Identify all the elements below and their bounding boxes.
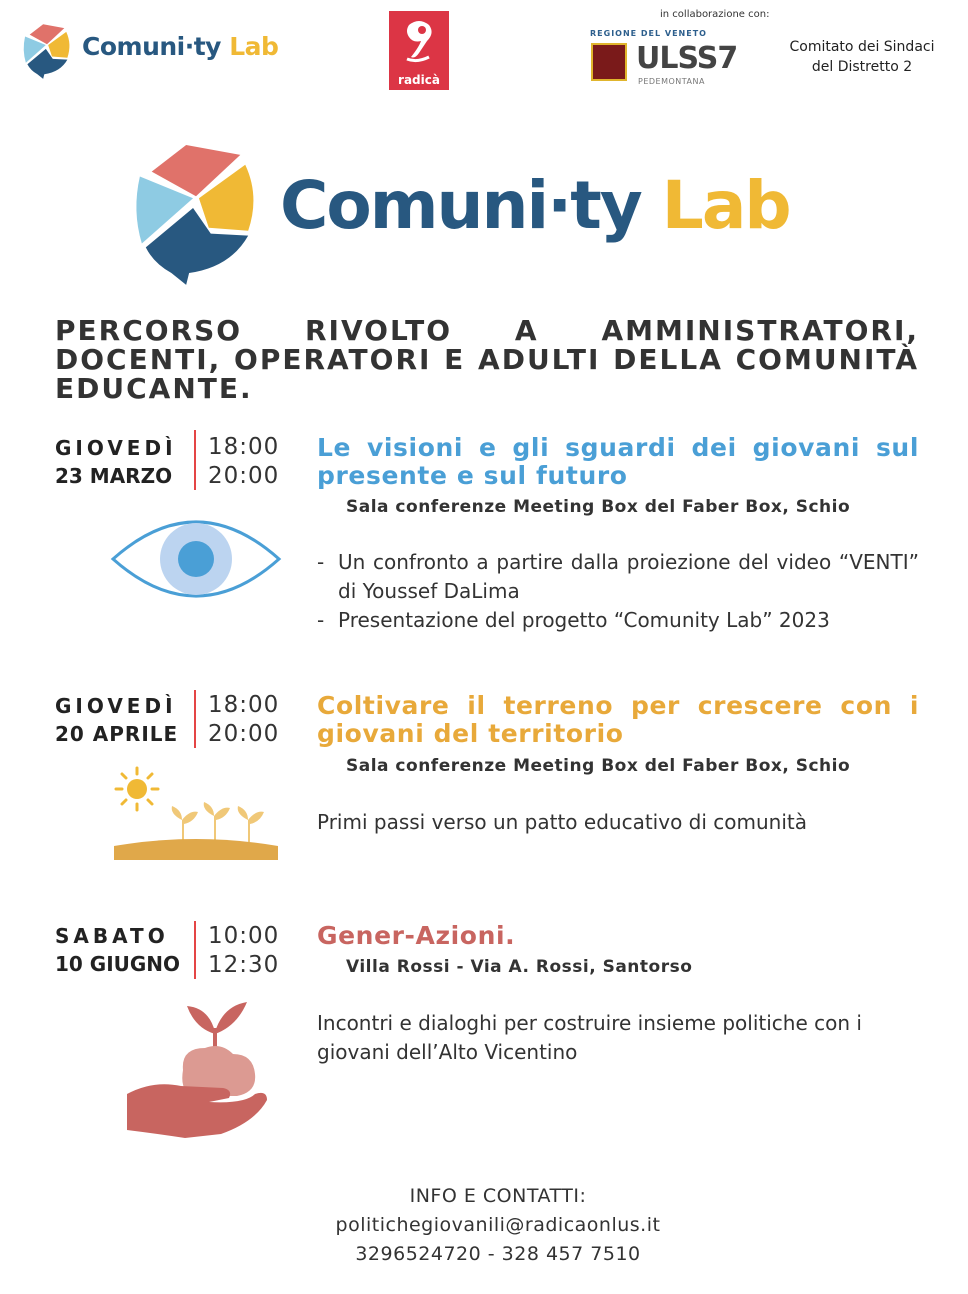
eye-icon (110, 515, 282, 603)
event-2-venue: Sala conferenze Meeting Box del Faber Box, Schio (346, 756, 851, 776)
radica-logo: radicà (389, 11, 449, 90)
event-1-divider (194, 430, 196, 490)
hero-brand (132, 137, 832, 287)
event-3-description: Incontri e dialoghi per costruire insieme politiche con i giovani dell’Alto Vicentino (317, 1011, 862, 1064)
veneto-lion-icon (591, 43, 627, 81)
contacts-email[interactable]: politichegiovanili@radicaonlus.it (335, 1214, 661, 1236)
event-3-venue: Villa Rossi - Via A. Rossi, Santorso (346, 957, 693, 977)
comunity-lab-logo-icon (22, 20, 72, 80)
contacts-heading: INFO E CONTATTI: (409, 1185, 587, 1207)
event-3-title: Gener-Azioni. (317, 921, 516, 950)
event-1-times: 18:00 20:00 (208, 434, 280, 489)
event-3-divider (194, 921, 196, 979)
collaboration-label: in collaborazione con: (660, 9, 770, 20)
event-2-description: Primi passi verso un patto educativo di comunità (317, 810, 807, 834)
event-1-venue: Sala conferenze Meeting Box del Faber Box, Schio (346, 497, 851, 517)
list-item: - Presentazione del progetto “Comunity Lab” 2023 (317, 606, 919, 635)
event-2-date: GIOVEDÌ 20 APRILE (55, 694, 179, 746)
comunity-lab-hero-logo-icon (132, 137, 260, 285)
event-1-title: Le visioni e gli sguardi dei giovani sul presente e sul futuro (317, 433, 919, 490)
sprouts-sun-icon (110, 762, 282, 862)
event-2-title: Coltivare il terreno per crescere con i giovani del territorio (317, 691, 919, 748)
event-1-date: GIOVEDÌ 23 MARZO (55, 436, 177, 488)
event-2-times: 18:00 20:00 (208, 692, 280, 747)
list-item: - Un confronto a partire dalla proiezione del video “VENTI” di Youssef DaLima (317, 548, 919, 606)
contacts-phones[interactable]: 3296524720 - 328 457 7510 (355, 1243, 641, 1265)
event-2-divider (194, 690, 196, 748)
intro-heading: PERCORSO RIVOLTO A AMMINISTRATORI, DOCENTI, OPERATORI E ADULTI DELLA COMUNITÀ EDUCANTE. (55, 314, 919, 405)
radica-figure-icon (389, 13, 449, 73)
contacts-block (300, 1182, 696, 1269)
header-brand-logo (22, 20, 312, 82)
hand-plant-icon (125, 998, 270, 1143)
event-3-times: 10:00 12:30 (208, 923, 280, 978)
hero-wordmark: Comuni·ty Lab (280, 167, 790, 244)
ulss7-logo: REGIONE DEL VENETO ULSS7 PEDEMONTANA (590, 29, 738, 86)
comitato-sindaci: Comitato dei Sindaci del Distretto 2 (789, 39, 935, 75)
brand-wordmark: Comuni·ty Lab (82, 32, 279, 61)
event-3-date: SABATO 10 GIUGNO (55, 924, 181, 976)
event-1-description (317, 548, 919, 635)
